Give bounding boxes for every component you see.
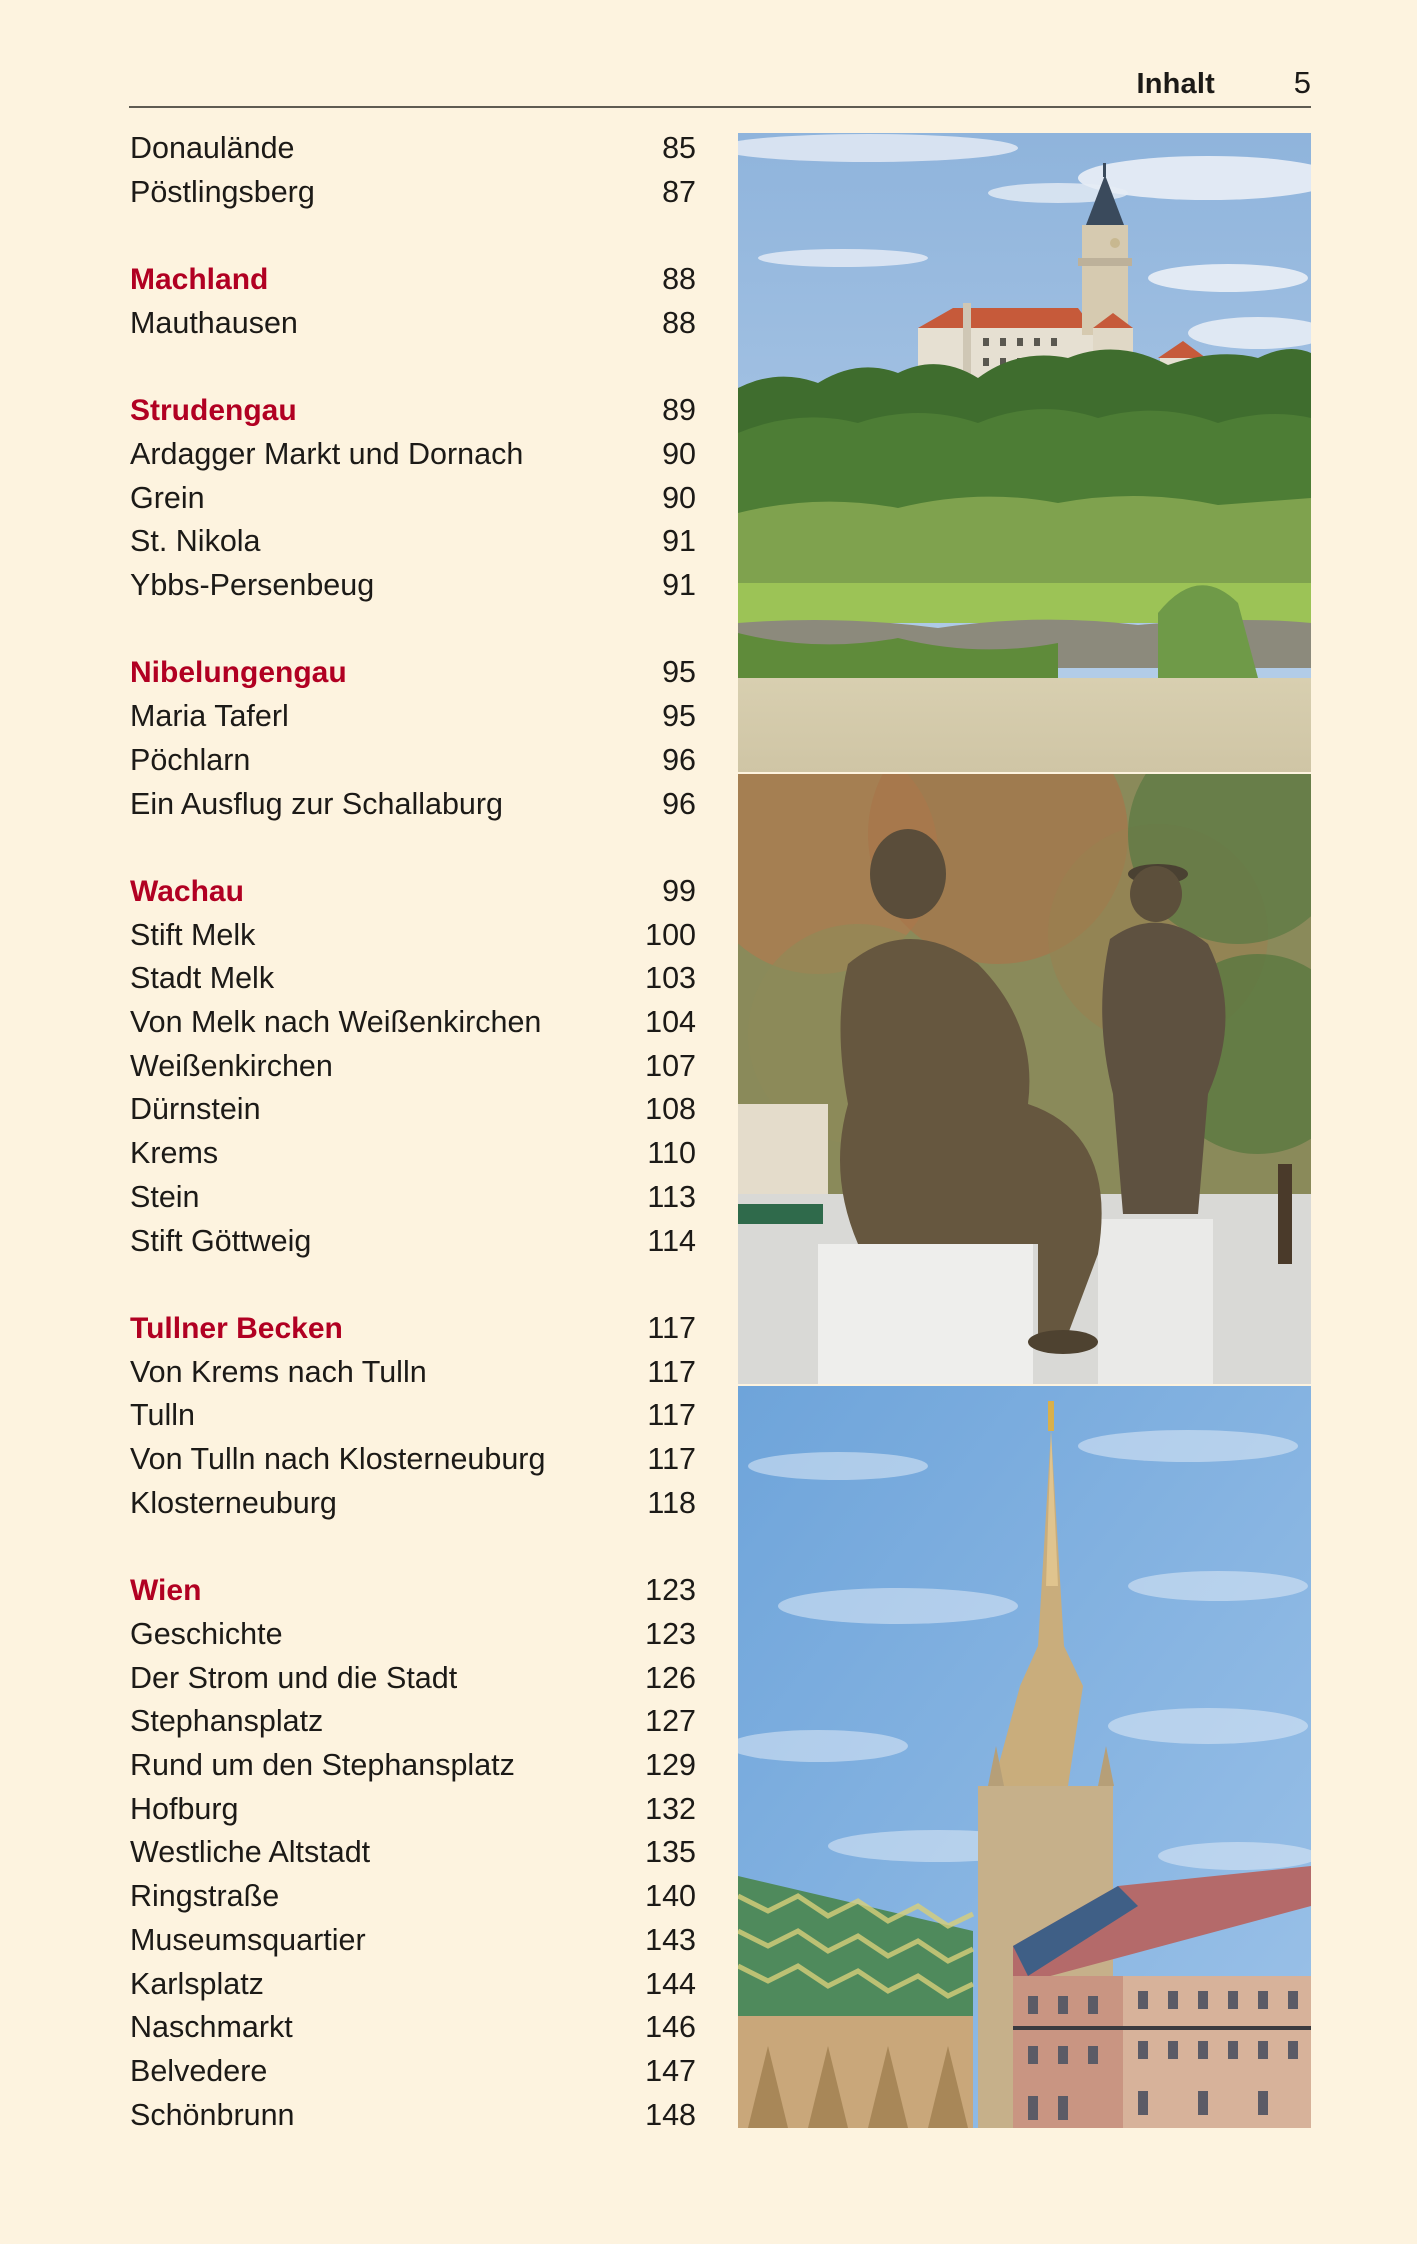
toc-spacer — [130, 608, 696, 652]
page-reference: 91 — [662, 568, 696, 603]
page-reference: 87 — [662, 174, 696, 209]
toc-entry[interactable] — [130, 739, 696, 783]
toc-section-heading[interactable] — [130, 1569, 696, 1613]
page-reference: 85 — [662, 131, 696, 165]
section-title: Machland — [130, 263, 269, 297]
entry-title: Maria Taferl — [130, 699, 289, 734]
toc-entry[interactable] — [130, 1788, 696, 1832]
entry-title: Schönbrunn — [130, 2097, 295, 2132]
toc-entry[interactable] — [130, 2006, 696, 2050]
bronze-statues-in-park-photo — [738, 774, 1311, 1384]
entry-title: Klosterneuburg — [130, 1485, 337, 1520]
entry-title: Karlsplatz — [130, 1966, 264, 2001]
entry-title: Stephansplatz — [130, 1704, 324, 1739]
toc-entry[interactable] — [130, 1132, 696, 1176]
page-reference: 91 — [662, 524, 696, 559]
page-reference: 90 — [662, 480, 696, 515]
toc-spacer — [130, 214, 696, 258]
entry-title: Naschmarkt — [130, 2010, 293, 2045]
page-reference: 90 — [662, 436, 696, 471]
entry-title: Pöstlingsberg — [130, 174, 315, 209]
toc-entry[interactable] — [130, 957, 696, 1001]
page-reference: 126 — [645, 1660, 696, 1695]
entry-title: Krems — [130, 1136, 219, 1171]
toc-entry[interactable] — [130, 1045, 696, 1089]
page-reference: 140 — [645, 1879, 696, 1914]
entry-title: Geschichte — [130, 1616, 283, 1651]
toc-spacer — [130, 1263, 696, 1307]
entry-title: Mauthausen — [130, 305, 298, 340]
entry-title: Museumsquartier — [130, 1922, 366, 1957]
toc-entry[interactable] — [130, 1482, 696, 1526]
entry-title: Von Melk nach Weißenkirchen — [130, 1005, 542, 1040]
page-reference: 135 — [645, 1835, 696, 1870]
page-reference: 95 — [662, 655, 696, 690]
page-reference: 123 — [645, 1616, 696, 1651]
toc-entry[interactable] — [130, 1176, 696, 1220]
page-reference: 132 — [645, 1791, 696, 1826]
toc-entry[interactable] — [130, 1088, 696, 1132]
page-reference: 96 — [662, 742, 696, 777]
stephansdom-spire-photo — [738, 1386, 1311, 2128]
page-reference: 104 — [645, 1005, 696, 1040]
entry-title: Der Strom und die Stadt — [130, 1660, 458, 1695]
entry-title: Westliche Altstadt — [130, 1835, 371, 1870]
page-reference: 118 — [647, 1485, 696, 1520]
page-reference: 148 — [645, 2097, 696, 2132]
page-reference: 99 — [662, 873, 696, 908]
entry-title: Stift Göttweig — [130, 1223, 312, 1258]
entry-title: Ybbs-Persenbeug — [130, 568, 375, 603]
toc-spacer — [130, 1526, 696, 1570]
toc-section-heading[interactable] — [130, 870, 696, 914]
castle-on-hill-above-river-photo — [738, 133, 1311, 772]
entry-title: Von Tulln nach Klosterneuburg — [130, 1442, 546, 1477]
table-of-contents — [130, 127, 696, 2137]
page-reference: 127 — [645, 1704, 696, 1739]
toc-entry[interactable] — [130, 783, 696, 827]
toc-section-heading[interactable] — [130, 389, 696, 433]
entry-title: Rund um den Stephansplatz — [130, 1748, 515, 1783]
toc-entry[interactable] — [130, 1700, 696, 1744]
page-reference: 96 — [662, 786, 696, 821]
page-reference: 95 — [662, 699, 696, 734]
toc-entry[interactable] — [130, 2094, 696, 2138]
section-title: Tullner Becken — [130, 1311, 343, 1345]
entry-title: Ringstraße — [130, 1879, 280, 1914]
toc-entry[interactable] — [130, 1963, 696, 2007]
page-reference: 117 — [647, 1398, 696, 1433]
page-reference: 113 — [647, 1179, 696, 1214]
toc-entry[interactable] — [130, 1831, 696, 1875]
page-reference: 143 — [645, 1922, 696, 1957]
toc-entry[interactable] — [130, 2050, 696, 2094]
section-title: Wachau — [130, 874, 244, 908]
running-head — [130, 62, 1311, 106]
page-reference: 103 — [645, 961, 696, 996]
toc-section-heading[interactable] — [130, 651, 696, 695]
toc-spacer — [130, 346, 696, 390]
running-head-title: Inhalt — [1136, 68, 1215, 100]
toc-entry[interactable] — [130, 433, 696, 477]
entry-title: Von Krems nach Tulln — [130, 1354, 427, 1389]
toc-entry[interactable] — [130, 1613, 696, 1657]
entry-title: Tulln — [130, 1398, 195, 1433]
page-reference: 108 — [645, 1092, 696, 1127]
section-title: Wien — [130, 1574, 202, 1608]
page-reference: 129 — [645, 1748, 696, 1783]
entry-title: Belvedere — [130, 2053, 268, 2088]
page-reference: 89 — [662, 393, 696, 428]
entry-title: St. Nikola — [130, 524, 261, 559]
page-reference: 147 — [645, 2053, 696, 2088]
entry-title: Grein — [130, 480, 205, 515]
toc-entry[interactable] — [130, 1657, 696, 1701]
toc-entry[interactable] — [130, 1438, 696, 1482]
toc-entry[interactable] — [130, 1351, 696, 1395]
toc-entry[interactable] — [130, 1220, 696, 1264]
header-rule — [129, 106, 1311, 108]
toc-entry[interactable] — [130, 520, 696, 564]
toc-entry[interactable] — [130, 1744, 696, 1788]
page-reference: 110 — [647, 1136, 696, 1171]
section-title: Strudengau — [130, 394, 297, 428]
toc-entry[interactable] — [130, 1875, 696, 1919]
page-reference: 88 — [662, 262, 696, 297]
toc-entry[interactable] — [130, 171, 696, 215]
toc-entry[interactable] — [130, 1919, 696, 1963]
toc-entry[interactable] — [130, 1394, 696, 1438]
entry-title: Stein — [130, 1179, 200, 1214]
entry-title: Ardagger Markt und Dornach — [130, 436, 524, 471]
toc-entry[interactable] — [130, 914, 696, 958]
page-reference: 107 — [645, 1048, 696, 1083]
page-reference: 146 — [645, 2010, 696, 2045]
entry-title: Hofburg — [130, 1791, 239, 1826]
entry-title: Ein Ausflug zur Schallaburg — [130, 786, 503, 821]
page-reference: 117 — [647, 1442, 696, 1477]
entry-title: Dürnstein — [130, 1092, 261, 1127]
page-reference: 88 — [662, 305, 696, 340]
page-reference: 117 — [647, 1354, 696, 1389]
toc-section-heading[interactable] — [130, 258, 696, 302]
toc-entry[interactable] — [130, 127, 696, 171]
toc-entry[interactable] — [130, 302, 696, 346]
entry-title: Pöchlarn — [130, 742, 251, 777]
page-reference: 114 — [647, 1223, 696, 1258]
page-reference: 144 — [645, 1966, 696, 2001]
toc-section-heading[interactable] — [130, 1307, 696, 1351]
toc-entry[interactable] — [130, 477, 696, 521]
toc-entry[interactable] — [130, 564, 696, 608]
toc-spacer — [130, 826, 696, 870]
section-title: Nibelungengau — [130, 656, 347, 690]
page-reference: 123 — [645, 1573, 696, 1608]
page-reference: 100 — [645, 917, 696, 952]
page-reference: 117 — [647, 1310, 696, 1345]
toc-entry[interactable] — [130, 695, 696, 739]
page-number: 5 — [1293, 65, 1311, 100]
entry-title: Donaulände — [130, 131, 295, 165]
entry-title: Stadt Melk — [130, 961, 275, 996]
toc-entry[interactable] — [130, 1001, 696, 1045]
entry-title: Weißenkirchen — [130, 1048, 333, 1083]
entry-title: Stift Melk — [130, 917, 256, 952]
